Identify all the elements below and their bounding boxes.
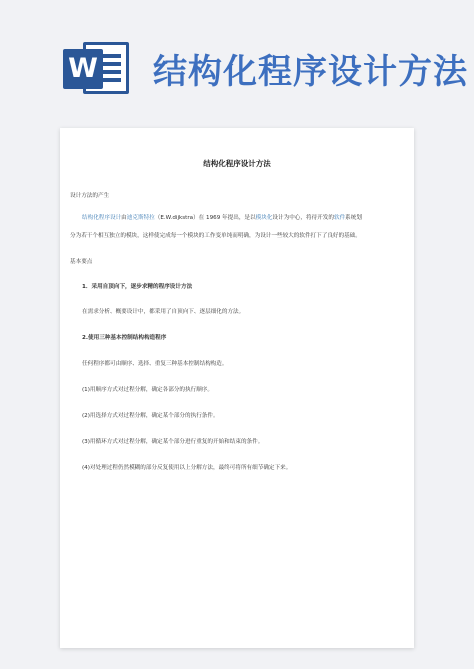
word-logo-icon <box>63 38 133 98</box>
paragraph-origin-line1 <box>82 214 362 222</box>
banner-title: 结构化程序设计方法 <box>153 52 468 92</box>
paragraph-text: （E.W.dijkstra）在 1969 年提出，是以 <box>154 215 256 221</box>
list-item-selection: (2)用选择方式对过程分解，确定某个部分的执行条件。 <box>82 413 219 419</box>
point1-text: 在需求分析、概要设计中，都采用了自顶向下、逐层细化的方法。 <box>82 309 245 315</box>
link-dijkstra[interactable]: 迪克斯特拉 <box>126 215 155 221</box>
banner <box>0 0 474 120</box>
document-page <box>60 128 414 648</box>
section-heading-key-points: 基本要点 <box>70 259 93 265</box>
document-title: 结构化程序设计方法 <box>203 159 271 168</box>
paragraph-text: 由 <box>121 215 127 221</box>
point1-heading: 1．采用自顶向下，逐步求精的程序设计方法 <box>82 284 193 290</box>
point2-text: 任何程序都可由顺序、选择、重复三种基本控制结构构造。 <box>82 361 228 367</box>
link-structured-programming[interactable]: 结构化程序设计 <box>82 215 122 221</box>
link-software[interactable]: 软件 <box>333 215 346 221</box>
list-item-loop: (3)用循环方式对过程分解，确定某个部分进行重复的开始和结束的条件。 <box>82 439 264 445</box>
paragraph-text: 系统划 <box>345 215 362 221</box>
word-w-letter: W <box>63 49 103 89</box>
link-modularization[interactable]: 模块化 <box>255 215 273 221</box>
list-item-sequence: (1)用顺序方式对过程分解，确定各部分的执行顺序。 <box>82 387 213 393</box>
point2-heading: 2.使用三种基本控制结构构造程序 <box>82 335 167 341</box>
section-heading-origin: 设计方法的产生 <box>70 193 110 199</box>
list-item-refine: (4)对处理过程仍然模糊的部分反复使用以上分解方法，最终可将所有细节确定下来。 <box>82 465 292 471</box>
paragraph-text: 设计为中心，将待开发的 <box>272 215 334 221</box>
paragraph-origin-line2: 分为若干个相互独立的模块，这样使完成每一个模块的工作变单纯而明确，为设计一些较大的软件打下了良好的基础。 <box>70 233 361 239</box>
